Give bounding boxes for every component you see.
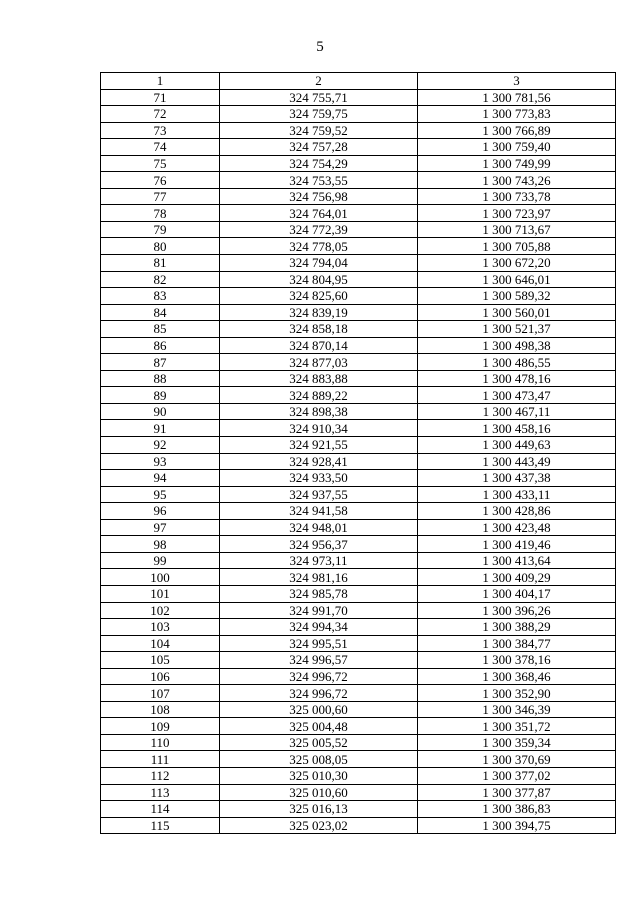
point-number-cell: 76 [101,172,220,189]
table-row [101,155,616,172]
x-coordinate-cell: 324 754,29 [220,155,418,172]
y-coordinate-cell: 1 300 352,90 [418,685,616,702]
point-number-cell: 95 [101,486,220,503]
point-number-cell: 111 [101,751,220,768]
table-row [101,569,616,586]
point-number-cell: 109 [101,718,220,735]
x-coordinate-cell: 324 948,01 [220,519,418,536]
point-number-cell: 98 [101,536,220,553]
point-number-cell: 103 [101,619,220,636]
y-coordinate-cell: 1 300 773,83 [418,106,616,123]
point-number-cell: 74 [101,139,220,156]
table-row [101,106,616,123]
point-number-cell: 91 [101,420,220,437]
x-coordinate-cell: 324 858,18 [220,321,418,338]
x-coordinate-cell: 324 870,14 [220,337,418,354]
x-coordinate-cell: 324 995,51 [220,635,418,652]
table-row [101,519,616,536]
table-row [101,734,616,751]
y-coordinate-cell: 1 300 419,46 [418,536,616,553]
table-row [101,321,616,338]
point-number-cell: 101 [101,585,220,602]
x-coordinate-cell: 324 994,34 [220,619,418,636]
x-coordinate-cell: 324 921,55 [220,437,418,454]
y-coordinate-cell: 1 300 733,78 [418,188,616,205]
x-coordinate-cell: 325 008,05 [220,751,418,768]
table-row [101,205,616,222]
table-row [101,437,616,454]
point-number-cell: 107 [101,685,220,702]
coordinates-table [100,72,616,834]
table-row [101,188,616,205]
table-row [101,536,616,553]
table-row [101,767,616,784]
x-coordinate-cell: 324 883,88 [220,370,418,387]
y-coordinate-cell: 1 300 351,72 [418,718,616,735]
y-coordinate-cell: 1 300 743,26 [418,172,616,189]
y-coordinate-cell: 1 300 458,16 [418,420,616,437]
x-coordinate-cell: 325 000,60 [220,701,418,718]
x-coordinate-cell: 325 016,13 [220,801,418,818]
x-coordinate-cell: 324 772,39 [220,221,418,238]
point-number-cell: 72 [101,106,220,123]
table-row [101,172,616,189]
table-row [101,387,616,404]
page-number: 5 [316,39,324,55]
point-number-cell: 99 [101,552,220,569]
y-coordinate-cell: 1 300 478,16 [418,370,616,387]
point-number-cell: 85 [101,321,220,338]
y-coordinate-cell: 1 300 359,34 [418,734,616,751]
x-coordinate-cell: 324 794,04 [220,255,418,272]
y-coordinate-cell: 1 300 368,46 [418,668,616,685]
x-coordinate-cell: 324 889,22 [220,387,418,404]
point-number-cell: 83 [101,288,220,305]
x-coordinate-cell: 324 778,05 [220,238,418,255]
x-coordinate-cell: 324 755,71 [220,89,418,106]
x-coordinate-cell: 324 839,19 [220,304,418,321]
y-coordinate-cell: 1 300 486,55 [418,354,616,371]
y-coordinate-cell: 1 300 396,26 [418,602,616,619]
header-row [101,73,616,90]
x-coordinate-cell: 324 825,60 [220,288,418,305]
x-coordinate-cell: 324 985,78 [220,585,418,602]
point-number-cell: 110 [101,734,220,751]
x-coordinate-cell: 324 941,58 [220,503,418,520]
table-row [101,122,616,139]
table-row [101,420,616,437]
y-coordinate-cell: 1 300 449,63 [418,437,616,454]
y-coordinate-cell: 1 300 370,69 [418,751,616,768]
point-number-cell: 77 [101,188,220,205]
table-row [101,652,616,669]
y-coordinate-cell: 1 300 672,20 [418,255,616,272]
x-coordinate-cell: 325 004,48 [220,718,418,735]
table-row [101,503,616,520]
y-coordinate-cell: 1 300 346,39 [418,701,616,718]
table-row [101,255,616,272]
x-coordinate-cell: 324 759,52 [220,122,418,139]
table-row [101,271,616,288]
point-number-cell: 93 [101,453,220,470]
point-number-cell: 115 [101,817,220,834]
y-coordinate-cell: 1 300 589,32 [418,288,616,305]
x-coordinate-cell: 324 757,28 [220,139,418,156]
table-row [101,635,616,652]
point-number-cell: 73 [101,122,220,139]
point-number-cell: 106 [101,668,220,685]
table-row [101,585,616,602]
x-coordinate-cell: 324 933,50 [220,470,418,487]
point-number-cell: 87 [101,354,220,371]
point-number-cell: 114 [101,801,220,818]
y-coordinate-cell: 1 300 560,01 [418,304,616,321]
point-number-cell: 96 [101,503,220,520]
table-row [101,337,616,354]
y-coordinate-cell: 1 300 423,48 [418,519,616,536]
x-coordinate-cell: 324 996,72 [220,685,418,702]
table-row [101,619,616,636]
x-coordinate-cell: 324 804,95 [220,271,418,288]
x-coordinate-cell: 325 010,60 [220,784,418,801]
y-coordinate-cell: 1 300 377,87 [418,784,616,801]
y-coordinate-cell: 1 300 443,49 [418,453,616,470]
y-coordinate-cell: 1 300 394,75 [418,817,616,834]
table-row [101,304,616,321]
table-row [101,221,616,238]
point-number-cell: 108 [101,701,220,718]
table-row [101,470,616,487]
y-coordinate-cell: 1 300 428,86 [418,503,616,520]
y-coordinate-cell: 1 300 386,83 [418,801,616,818]
point-number-cell: 71 [101,89,220,106]
point-number-cell: 94 [101,470,220,487]
point-number-cell: 112 [101,767,220,784]
point-number-cell: 88 [101,370,220,387]
table-row [101,801,616,818]
point-number-cell: 113 [101,784,220,801]
y-coordinate-cell: 1 300 377,02 [418,767,616,784]
x-coordinate-cell: 325 023,02 [220,817,418,834]
header-col-2: 2 [220,73,418,90]
point-number-cell: 92 [101,437,220,454]
x-coordinate-cell: 324 756,98 [220,188,418,205]
table-row [101,602,616,619]
y-coordinate-cell: 1 300 646,01 [418,271,616,288]
table-row [101,685,616,702]
table-row [101,552,616,569]
y-coordinate-cell: 1 300 749,99 [418,155,616,172]
y-coordinate-cell: 1 300 437,38 [418,470,616,487]
y-coordinate-cell: 1 300 521,37 [418,321,616,338]
table-row [101,238,616,255]
table-row [101,701,616,718]
table-row [101,403,616,420]
table-row [101,486,616,503]
x-coordinate-cell: 324 996,57 [220,652,418,669]
table-row [101,453,616,470]
point-number-cell: 75 [101,155,220,172]
y-coordinate-cell: 1 300 378,16 [418,652,616,669]
point-number-cell: 79 [101,221,220,238]
table-row [101,370,616,387]
table-row [101,668,616,685]
y-coordinate-cell: 1 300 433,11 [418,486,616,503]
y-coordinate-cell: 1 300 404,17 [418,585,616,602]
x-coordinate-cell: 324 956,37 [220,536,418,553]
table-body [101,89,616,834]
table-row [101,718,616,735]
header-col-1: 1 [101,73,220,90]
point-number-cell: 89 [101,387,220,404]
point-number-cell: 80 [101,238,220,255]
table-row [101,784,616,801]
point-number-cell: 97 [101,519,220,536]
point-number-cell: 104 [101,635,220,652]
x-coordinate-cell: 324 996,72 [220,668,418,685]
point-number-cell: 78 [101,205,220,222]
point-number-cell: 84 [101,304,220,321]
y-coordinate-cell: 1 300 723,97 [418,205,616,222]
table-row [101,354,616,371]
y-coordinate-cell: 1 300 467,11 [418,403,616,420]
point-number-cell: 105 [101,652,220,669]
y-coordinate-cell: 1 300 413,64 [418,552,616,569]
y-coordinate-cell: 1 300 388,29 [418,619,616,636]
x-coordinate-cell: 324 910,34 [220,420,418,437]
y-coordinate-cell: 1 300 473,47 [418,387,616,404]
x-coordinate-cell: 324 973,11 [220,552,418,569]
point-number-cell: 82 [101,271,220,288]
point-number-cell: 86 [101,337,220,354]
table-header [101,73,616,90]
point-number-cell: 100 [101,569,220,586]
x-coordinate-cell: 324 898,38 [220,403,418,420]
x-coordinate-cell: 325 005,52 [220,734,418,751]
y-coordinate-cell: 1 300 705,88 [418,238,616,255]
x-coordinate-cell: 325 010,30 [220,767,418,784]
y-coordinate-cell: 1 300 498,38 [418,337,616,354]
x-coordinate-cell: 324 991,70 [220,602,418,619]
x-coordinate-cell: 324 753,55 [220,172,418,189]
y-coordinate-cell: 1 300 409,29 [418,569,616,586]
table-row [101,817,616,834]
x-coordinate-cell: 324 764,01 [220,205,418,222]
y-coordinate-cell: 1 300 766,89 [418,122,616,139]
x-coordinate-cell: 324 937,55 [220,486,418,503]
x-coordinate-cell: 324 981,16 [220,569,418,586]
x-coordinate-cell: 324 928,41 [220,453,418,470]
point-number-cell: 102 [101,602,220,619]
x-coordinate-cell: 324 759,75 [220,106,418,123]
table-row [101,751,616,768]
header-col-3: 3 [418,73,616,90]
x-coordinate-cell: 324 877,03 [220,354,418,371]
table-row [101,288,616,305]
point-number-cell: 90 [101,403,220,420]
table-row [101,89,616,106]
y-coordinate-cell: 1 300 759,40 [418,139,616,156]
y-coordinate-cell: 1 300 384,77 [418,635,616,652]
table-row [101,139,616,156]
point-number-cell: 81 [101,255,220,272]
y-coordinate-cell: 1 300 713,67 [418,221,616,238]
y-coordinate-cell: 1 300 781,56 [418,89,616,106]
